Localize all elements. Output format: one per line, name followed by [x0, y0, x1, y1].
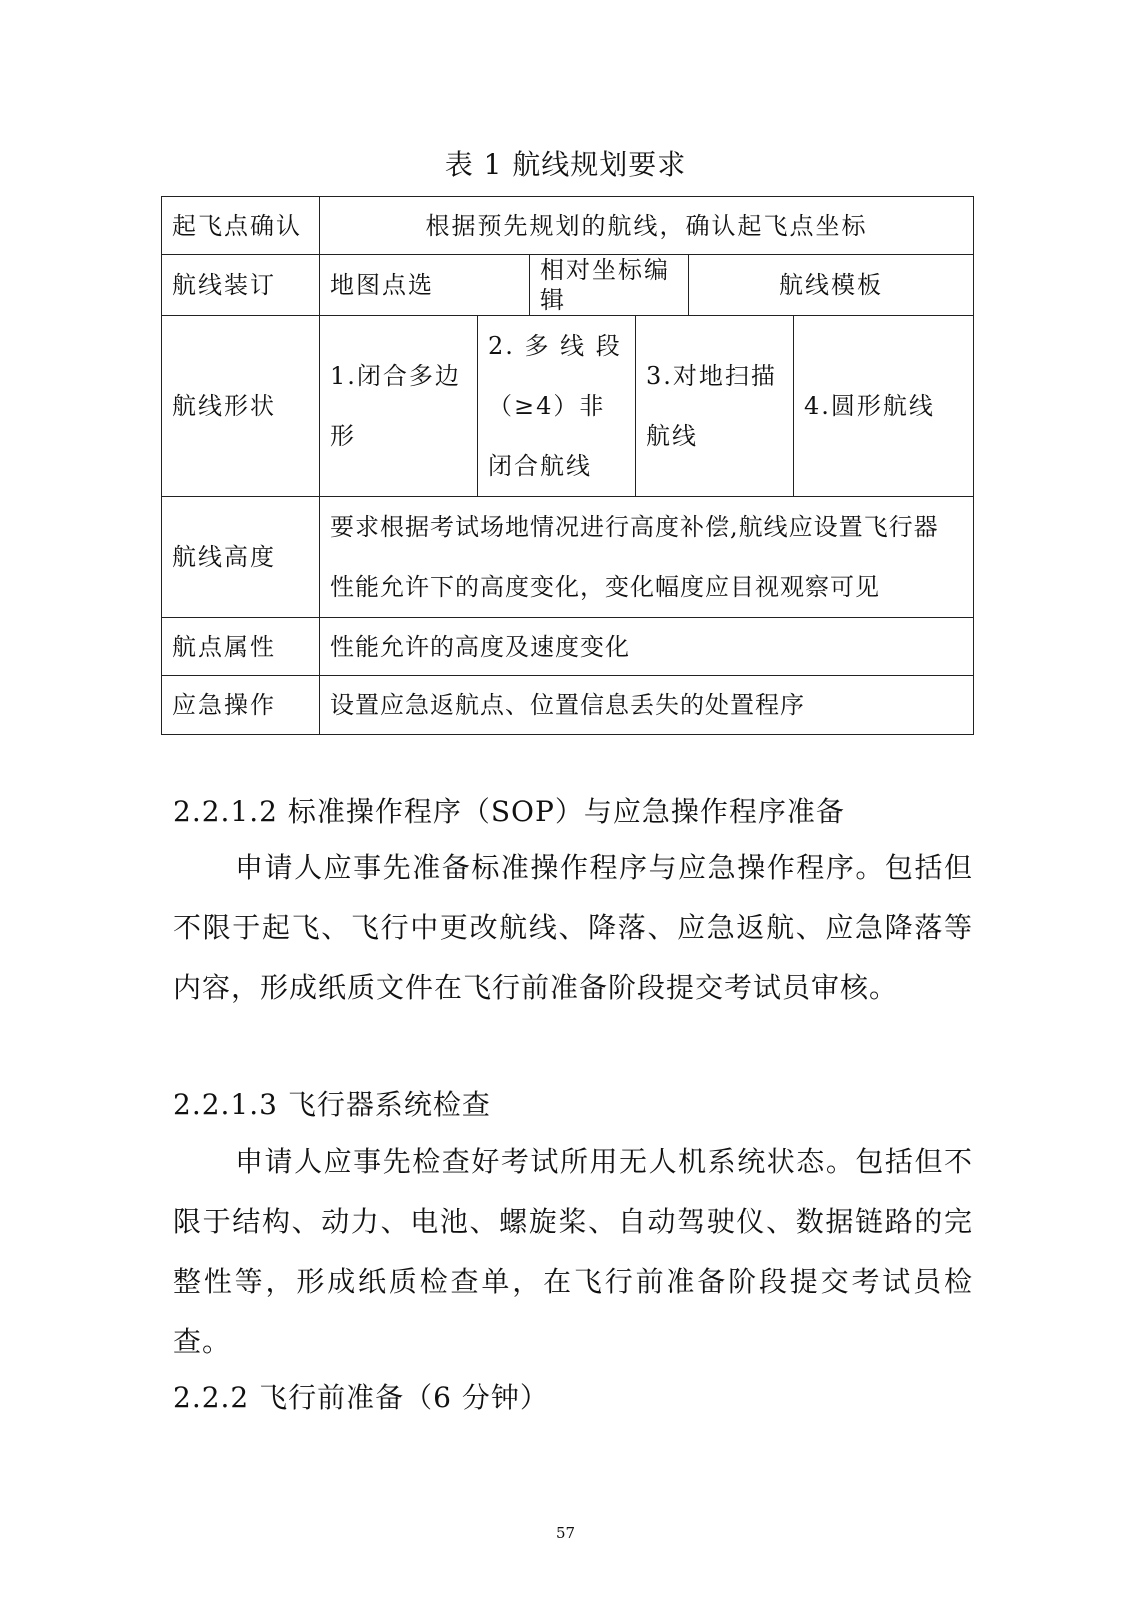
shape-option: 3.对地扫描航线: [636, 316, 794, 497]
section-heading: 2.2.2 飞行前准备（6 分钟）: [173, 1381, 549, 1414]
row-label: 应急操作: [162, 676, 320, 735]
table-row-height: [162, 497, 974, 618]
row-label: 航线高度: [162, 497, 320, 618]
section-heading: 2.2.1.2 标准操作程序（SOP）与应急操作程序准备: [173, 795, 845, 828]
row-label: 起飞点确认: [162, 197, 320, 255]
table-title: 表 1 航线规划要求: [444, 148, 687, 181]
section-heading: 2.2.1.3 飞行器系统检查: [173, 1088, 491, 1121]
table-row-waypoint: [162, 618, 974, 676]
binding-option: 地图点选: [320, 255, 530, 316]
table-row-takeoff: [162, 197, 974, 255]
row-label: 航线形状: [162, 316, 320, 497]
table-row-emergency: [162, 676, 974, 735]
shape-option: 2. 多 线 段（≥4）非闭合航线: [478, 316, 636, 497]
row-label: 航点属性: [162, 618, 320, 676]
row-value: 根据预先规划的航线，确认起飞点坐标: [320, 197, 974, 255]
binding-option: 航线模板: [689, 255, 974, 316]
page-number: 57: [555, 1524, 576, 1542]
route-planning-table: [161, 196, 974, 735]
table-row-shape: [162, 316, 974, 497]
row-value: 设置应急返航点、位置信息丢失的处置程序: [320, 676, 974, 735]
binding-option: 相对坐标编辑: [530, 255, 689, 316]
row-label: 航线装订: [162, 255, 320, 316]
section-paragraph: 申请人应事先检查好考试所用无人机系统状态。包括但不限于结构、动力、电池、螺旋桨、自动驾驶仪、数据链路的完整性等，形成纸质检查单，在飞行前准备阶段提交考试员检查。: [173, 1145, 973, 1358]
shape-option: 1.闭合多边形: [320, 316, 478, 497]
section-paragraph: 申请人应事先准备标准操作程序与应急操作程序。包括但不限于起飞、飞行中更改航线、降落、应急返航、应急降落等内容，形成纸质文件在飞行前准备阶段提交考试员审核。: [173, 851, 973, 1004]
shape-option: 4.圆形航线: [794, 316, 974, 497]
row-value: 性能允许的高度及速度变化: [320, 618, 974, 676]
row-value: 要求根据考试场地情况进行高度补偿,航线应设置飞行器性能允许下的高度变化，变化幅度应目视观察可见: [320, 497, 974, 618]
table-row-binding: [162, 255, 974, 316]
